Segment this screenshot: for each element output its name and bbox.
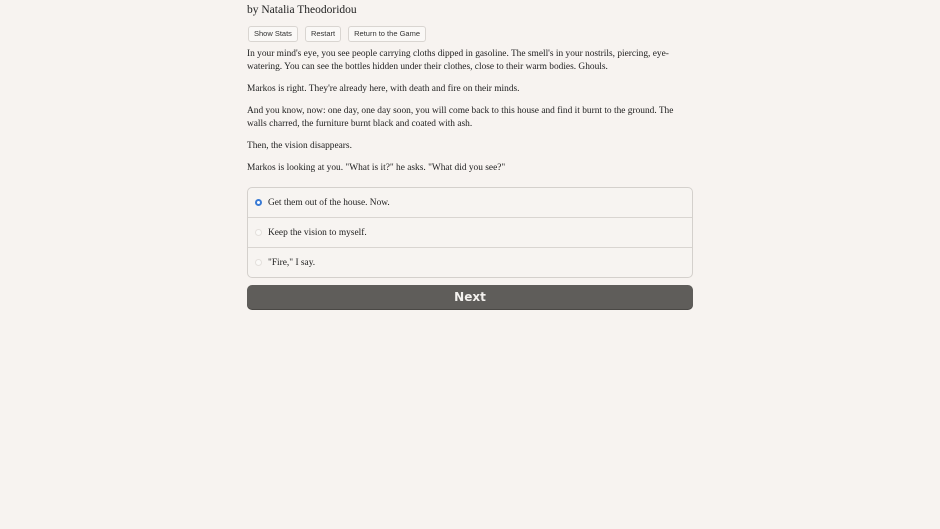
show-stats-button[interactable]: Show Stats [248,26,298,42]
story-text [247,48,693,184]
return-to-game-button[interactable]: Return to the Game [348,26,426,42]
choice-label: Keep the vision to myself. [268,227,367,238]
author-byline: by Natalia Theodoridou [247,4,357,16]
story-paragraph: In your mind's eye, you see people carrying cloths dipped in gasoline. The smell's in your nostrils, piercing, eye-watering. You can see the bottles hidden under their clothes, close to their warm bodies. Ghouls. [247,49,669,72]
story-paragraph: And you know, now: one day, one day soon, you will come back to this house and find it burnt to the ground. The walls charred, the furniture burnt black and coated with ash. [247,106,674,129]
toolbar [248,26,426,42]
radio-unselected-icon[interactable] [255,229,262,236]
choice-label: Get them out of the house. Now. [268,197,390,208]
restart-button[interactable]: Restart [305,26,341,42]
radio-unselected-icon[interactable] [255,259,262,266]
story-paragraph: Then, the vision disappears. [247,141,352,151]
radio-selected-icon[interactable] [255,199,262,206]
story-paragraph: Markos is looking at you. "What is it?" he asks. "What did you see?" [247,163,506,173]
choice-option-get-them-out[interactable] [248,188,692,217]
choice-option-keep-vision[interactable] [248,217,692,247]
story-paragraph: Markos is right. They're already here, with death and fire on their minds. [247,84,520,94]
next-button[interactable]: Next [247,285,693,309]
choice-label: "Fire," I say. [268,257,316,268]
choice-option-fire[interactable] [248,247,692,277]
choice-list [247,187,693,278]
